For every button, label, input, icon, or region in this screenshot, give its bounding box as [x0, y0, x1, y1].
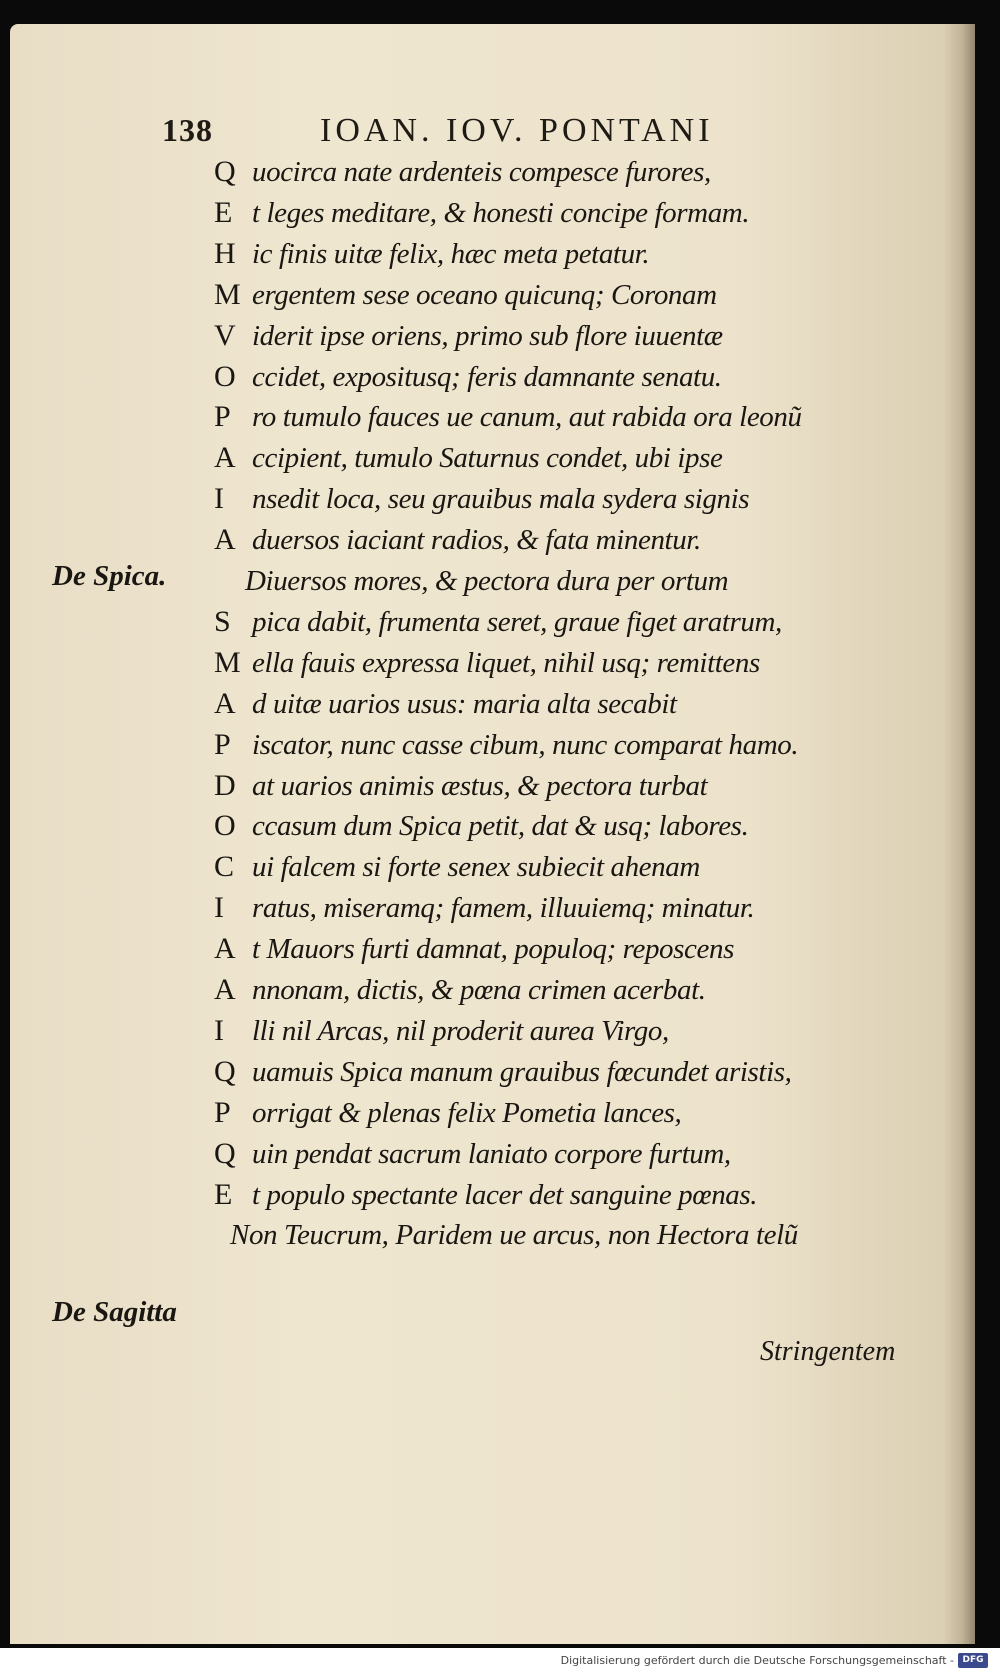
marginal-note-spica: De Spica. — [52, 560, 167, 592]
verse-line — [0, 1093, 1000, 1133]
verse-initial: M — [214, 277, 241, 311]
verse-text: ccidet, expositusq; feris damnante senatu. — [252, 360, 722, 393]
verse-line — [0, 766, 1000, 806]
verse-text: iderit ipse oriens, primo sub flore iuuentæ — [252, 319, 723, 352]
verse-line — [0, 275, 1000, 315]
verse-initial: A — [214, 686, 236, 720]
verse-text: ccasum dum Spica petit, dat & usq; labores. — [252, 810, 749, 843]
verse-line — [0, 520, 1000, 560]
verse-line — [0, 152, 1000, 192]
verse-line — [0, 602, 1000, 642]
footer-credit: Digitalisierung gefördert durch die Deutsche Forschungsgemeinschaft - — [560, 1654, 954, 1667]
verse-text: ella fauis expressa liquet, nihil usq; remittens — [252, 646, 760, 679]
verse-initial: M — [214, 645, 241, 679]
verse-initial: V — [214, 318, 236, 352]
verse-initial: Q — [214, 1054, 236, 1088]
verse-text: d uitæ uarios usus: maria alta secabit — [252, 687, 677, 720]
verse-text: orrigat & plenas felix Pometia lances, — [252, 1096, 682, 1129]
verse-initial: I — [214, 482, 224, 516]
verse-text: t Mauors furti damnat, populoq; reposcens — [252, 933, 734, 966]
digitization-footer — [0, 1648, 1000, 1676]
verse-text: ui falcem si forte senex subiecit ahenam — [252, 851, 700, 884]
verse-text: pica dabit, frumenta seret, graue figet aratrum, — [252, 605, 782, 638]
verse-initial: H — [214, 236, 236, 270]
verse-text: ic finis uitæ felix, hæc meta petatur. — [252, 237, 650, 270]
page-header — [0, 112, 1000, 152]
verse-line — [0, 806, 1000, 846]
verse-initial: C — [214, 850, 235, 884]
running-title: IOAN. IOV. PONTANI — [320, 112, 714, 149]
verse-initial: A — [214, 973, 236, 1006]
verse-initial: A — [214, 523, 236, 557]
verse-line — [0, 684, 1000, 724]
verse-initial: I — [214, 1013, 224, 1047]
verse-line — [0, 1052, 1000, 1092]
verse-initial: P — [214, 727, 231, 761]
verse-initial: E — [214, 195, 233, 229]
verse-initial: D — [214, 768, 236, 802]
verse-text: lli nil Arcas, nil proderit aurea Virgo, — [252, 1014, 669, 1047]
verse-line — [0, 316, 1000, 356]
verse-text: at uarios animis æstus, & pectora turbat — [252, 769, 708, 802]
verse-text: duersos iaciant radios, & fata minentur. — [252, 524, 701, 557]
verse-line — [0, 847, 1000, 887]
verse-text: ratus, miseramq; famem, illuuiemq; minatur. — [252, 892, 755, 925]
verse-text: nnonam, dictis, & pœna crimen acerbat. — [252, 974, 706, 1006]
verse-line — [0, 970, 1000, 1010]
verse-line — [0, 725, 1000, 765]
verse-line — [0, 1175, 1000, 1215]
page-number: 138 — [162, 112, 213, 148]
verse-line — [0, 643, 1000, 683]
verse-initial: S — [214, 604, 231, 638]
verse-text: uin pendat sacrum laniato corpore furtum, — [252, 1137, 731, 1170]
verse-text: uocirca nate ardenteis compesce furores, — [252, 156, 711, 188]
verse-text: t leges meditare, & honesti concipe formam. — [252, 196, 750, 229]
verse-line — [0, 234, 1000, 274]
verse-text: ergentem sese oceano quicunq; Coronam — [252, 278, 717, 311]
verse-line — [0, 888, 1000, 928]
verse-line — [0, 438, 1000, 478]
verse-text: nsedit loca, seu grauibus mala sydera signis — [252, 483, 750, 516]
verse-initial: O — [214, 359, 236, 393]
verse-line — [0, 193, 1000, 233]
verse-initial: I — [214, 891, 224, 925]
verse-line — [0, 1215, 1000, 1255]
verse-line — [0, 479, 1000, 519]
verse-line — [0, 1134, 1000, 1174]
verse-initial: O — [214, 809, 236, 843]
verse-text: ro tumulo fauces ue canum, aut rabida ora leonũ — [252, 401, 802, 434]
marginal-note-sagitta: De Sagitta — [52, 1296, 177, 1328]
verse-text: uamuis Spica manum grauibus fœcundet aristis, — [252, 1055, 792, 1088]
verse-line — [0, 929, 1000, 969]
verse-initial: E — [214, 1177, 233, 1211]
verse-initial: A — [214, 441, 236, 475]
verse-text: t populo spectante lacer det sanguine pœnas. — [252, 1178, 758, 1211]
verse-line — [0, 397, 1000, 437]
verse-text: Diuersos mores, & pectora dura per ortum — [245, 565, 729, 597]
verse-initial: Q — [214, 155, 236, 188]
dfg-logo: DFG — [958, 1653, 988, 1668]
verse-initial: P — [214, 400, 231, 434]
verse-line — [0, 357, 1000, 397]
catchword: Stringentem — [760, 1336, 896, 1367]
verse-text: Non Teucrum, Paridem ue arcus, non Hectora telũ — [230, 1219, 798, 1252]
verse-initial: Q — [214, 1136, 236, 1170]
verse-initial: A — [214, 932, 236, 966]
verse-line — [0, 1011, 1000, 1051]
verse-initial: P — [214, 1095, 231, 1129]
verse-text: iscator, nunc casse cibum, nunc comparat hamo. — [252, 728, 799, 761]
verse-text: ccipient, tumulo Saturnus condet, ubi ipse — [252, 442, 723, 475]
